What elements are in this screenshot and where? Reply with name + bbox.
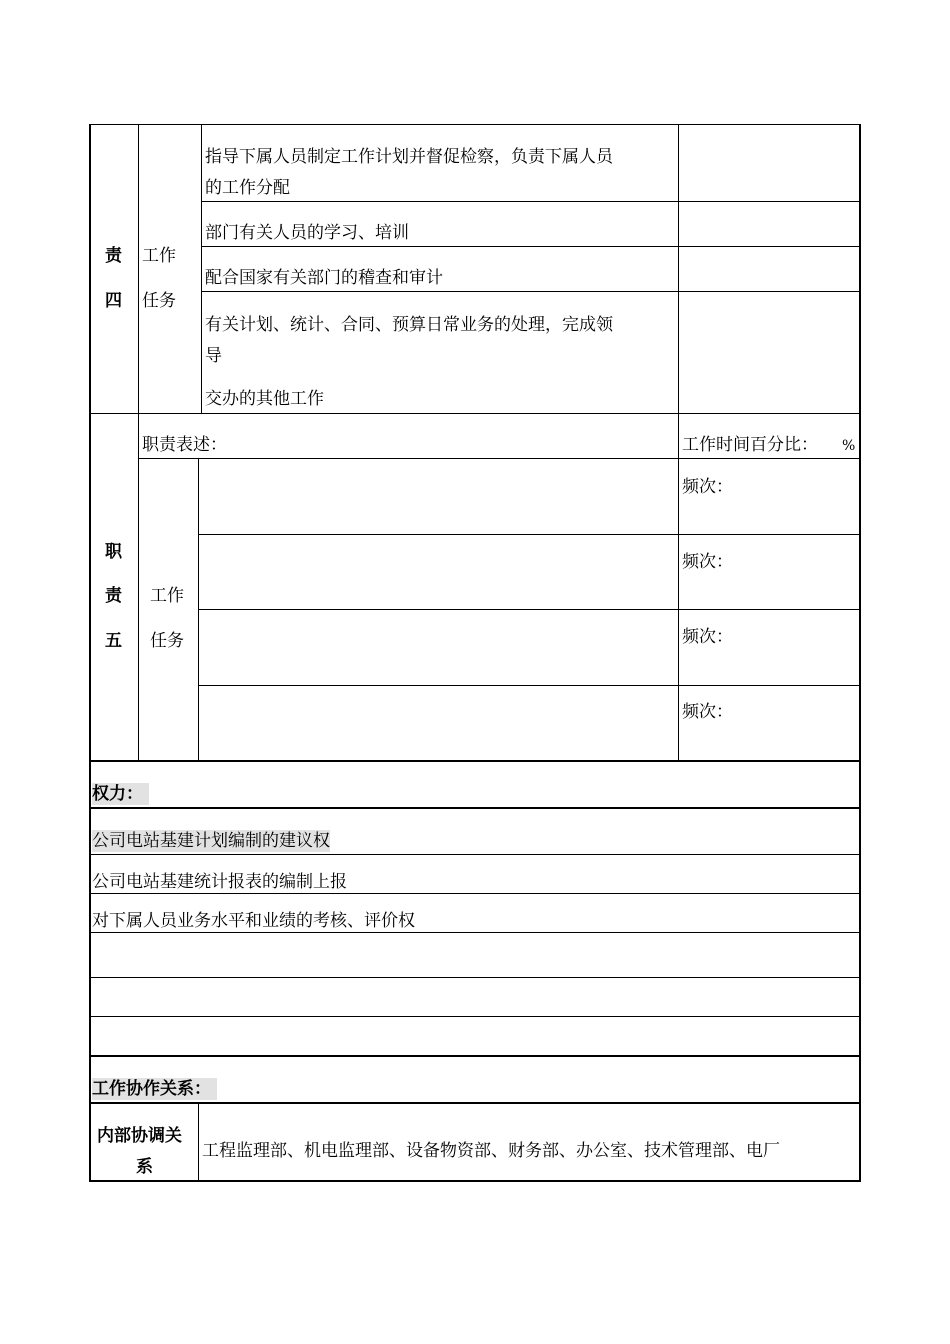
duty4-sublabel: 工作 [142, 246, 176, 266]
duty4-task-line: 有关计划、统计、合同、预算日常业务的处理，完成领 [205, 315, 613, 335]
duty4-task-line: 导 [205, 346, 222, 366]
duty5-time-percent-label: 工作时间百分比： [682, 435, 818, 455]
duty5-description-label: 职责表述： [142, 435, 227, 455]
duty5-percent-sign: % [842, 438, 856, 454]
duty4-task-line: 的工作分配 [205, 178, 290, 198]
duty4-sublabel: 任务 [142, 291, 176, 311]
internal-coordination-label: 内部协调关 [97, 1126, 182, 1146]
duty4-task-line: 指导下属人员制定工作计划并督促检察，负责下属人员 [205, 147, 613, 167]
authority-item: 公司电站基建统计报表的编制上报 [92, 872, 347, 892]
internal-coordination-value: 工程监理部、机电监理部、设备物资部、财务部、办公室、技术管理部、电厂 [202, 1141, 780, 1161]
duty4-task-line: 部门有关人员的学习、培训 [205, 223, 409, 243]
duty5-sublabel: 任务 [150, 631, 184, 651]
duty5-frequency-label: 频次： [682, 627, 733, 647]
duty5-frequency-label: 频次： [682, 552, 733, 572]
duty5-sublabel: 工作 [150, 586, 184, 606]
duty5-label-char: 职 [105, 542, 122, 562]
internal-coordination-label: 系 [136, 1157, 153, 1177]
duty5-label-char: 责 [105, 586, 122, 606]
duty4-task-line: 交办的其他工作 [205, 389, 324, 409]
duty4-task-line: 配合国家有关部门的稽查和审计 [205, 268, 443, 288]
duty5-label-char: 五 [105, 631, 122, 651]
authority-item: 公司电站基建计划编制的建议权 [92, 831, 330, 851]
duty5-frequency-label: 频次： [682, 702, 733, 722]
authority-item: 对下属人员业务水平和业绩的考核、评价权 [92, 911, 415, 931]
duty4-label-char: 责 [105, 246, 122, 266]
cooperation-title: 工作协作关系： [92, 1078, 217, 1100]
duty4-label-char: 四 [105, 291, 122, 311]
authority-title: 权力： [92, 783, 149, 805]
duty5-frequency-label: 频次： [682, 477, 733, 497]
